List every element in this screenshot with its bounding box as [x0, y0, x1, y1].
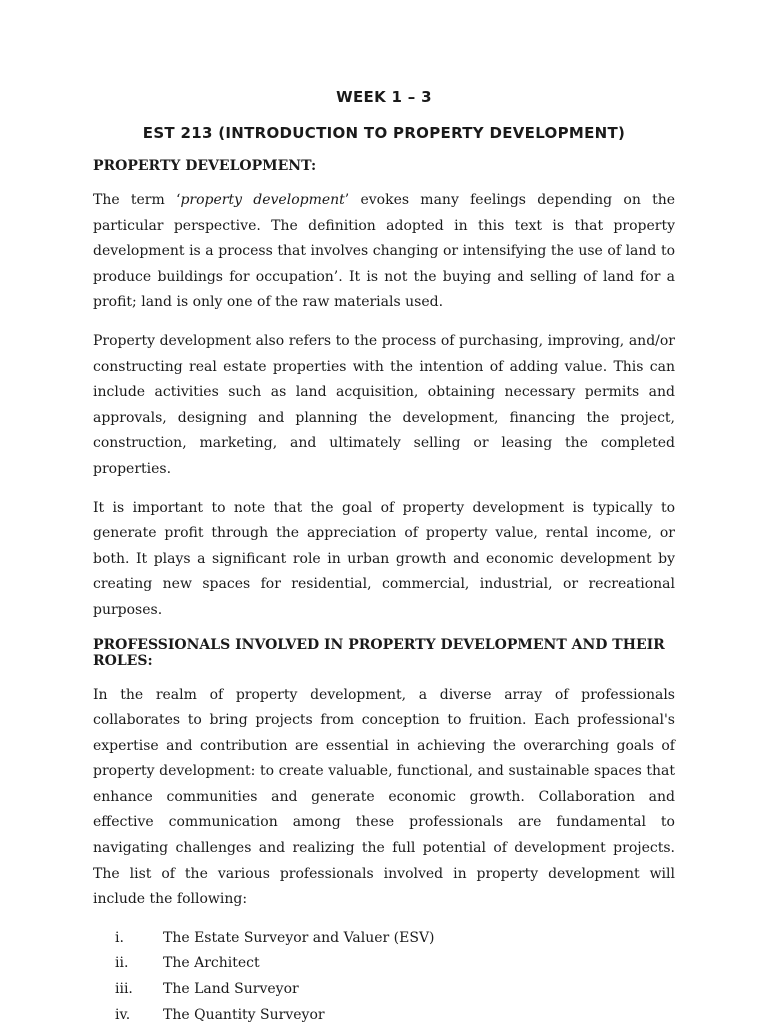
definition-text-after: ’ evokes many feelings depending on the particular perspective. The definition adopted in this text is that property development is a process that involves changing or intensifying the use of land to produce buildings for occupation’. It is not the buying and selling of land for a profit; land is only one of the raw materials used. — [93, 192, 676, 311]
list-item-text: The Architect — [163, 955, 260, 972]
list-item — [93, 926, 675, 952]
process-paragraph: Property development also refers to the process of purchasing, improving, and/or constructing real estate properties with the intention of adding value. This can include activities such as land acquisition, obtaining necessary permits and approvals, designing and planning the development, financing the project, construction, marketing, and ultimately selling or leasing the completed properties. — [93, 332, 675, 477]
list-item-number: iii. — [115, 981, 133, 998]
document-content — [93, 88, 675, 1028]
list-item-text: The Land Surveyor — [163, 981, 299, 998]
section-heading-professionals: PROFESSIONALS INVOLVED IN PROPERTY DEVELOPMENT AND THEIR ROLES: — [93, 636, 665, 669]
course-heading: EST 213 (INTRODUCTION TO PROPERTY DEVELOPMENT) — [142, 124, 626, 142]
list-item-number: i. — [115, 929, 124, 946]
professionals-paragraph: In the realm of property development, a diverse array of professionals collaborates to bring projects from conception to fruition. Each professional's expertise and contribution are essential in achieving the overarching goals of property development: to create valuable, functional, and sustainable spaces that enhance communities and generate economic growth. Collaboration and effective communication among these professionals are fundamental to navigating challenges and realizing the full potential of development projects. The list of the various professionals involved in property development will include the following: — [93, 686, 675, 908]
list-item-number: ii. — [115, 955, 129, 972]
list-item-text: The Estate Surveyor and Valuer (ESV) — [163, 929, 435, 946]
list-item-number: iv. — [115, 1006, 131, 1023]
list-item — [93, 977, 675, 1003]
professionals-list — [93, 926, 675, 1028]
definition-term: property development — [180, 192, 345, 208]
definition-paragraph — [93, 188, 675, 316]
list-item — [93, 951, 675, 977]
definition-text-before: The term ‘ — [93, 192, 181, 208]
goal-paragraph: It is important to note that the goal of property development is typically to generate profit through the appreciation of property value, rental income, or both. It plays a significant role in urban growth and economic development by creating new spaces for residential, commercial, industrial, or recreational purposes. — [93, 499, 675, 618]
list-item-text: The Quantity Surveyor — [163, 1006, 325, 1023]
section-heading-property-development: PROPERTY DEVELOPMENT: — [93, 158, 317, 174]
list-item — [93, 1003, 675, 1028]
week-heading: WEEK 1 – 3 — [336, 88, 432, 106]
